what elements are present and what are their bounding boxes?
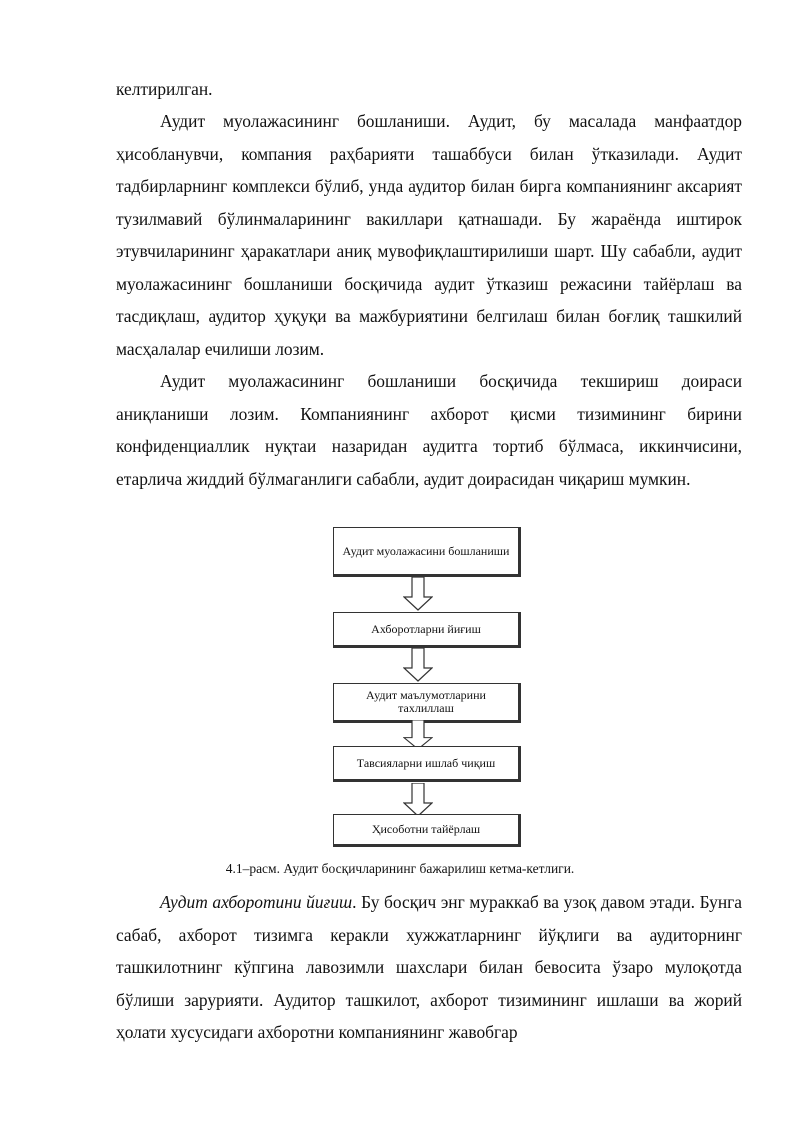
paragraph-info-gathering	[116, 886, 742, 1049]
paragraph-continuation: келтирилган.	[116, 79, 213, 99]
flow-step-4: Тавсияларни ишлаб чиқиш	[333, 746, 521, 782]
section-heading-italic: Аудит ахборотини йиғиш	[160, 892, 353, 912]
flow-step-2: Ахборотларни йиғиш	[333, 612, 521, 648]
paragraph-audit-scope: Аудит муолажасининг бошланиши босқичида текшириш доираси аниқланиши лозим. Компаниянинг ахборот қисми тизимининг бирини конфиденциаллик нуқтаи назаридан аудитга тортиб бўлмаса, иккинчисини, етарлича жиддий бўлмаганлиги сабабли, аудит доирасидан чиқариш мумкин.	[116, 371, 742, 489]
down-arrow-icon	[403, 648, 433, 682]
flow-step-1: Аудит муолажасини бошланиши	[333, 527, 521, 577]
paragraph-info-gathering-text: . Бу босқич энг мураккаб ва узоқ давом этади. Бунга сабаб, ахборот тизимга керакли хужжатларнинг йўқлиги ва аудиторнинг ташкилотнинг кўпгина лавозимли шахслари билан бевосита ўзаро мулоқотда бўлиши зарурияти. Аудитор ташкилот, ахборот тизимининг ишлаши ва жорий ҳолати хусусидаги ахборотни компаниянинг жавобгар	[116, 892, 742, 1042]
paragraph-audit-start: Аудит муолажасининг бошланиши. Аудит, бу масалада манфаатдор ҳисобланувчи, компания раҳбарияти ташаббуси билан ўтказилади. Аудит тадбирларнинг комплекси бўлиб, унда аудитор билан бирга компаниянинг аксарият тузилмавий бўлинмаларининг вакиллари қатнашади. Бу жараёнда иштирок этувчиларининг ҳаракатлари аниқ мувофиқлаштирилиши шарт. Шу сабабли, аудит муолажасининг бошланиши босқичида аудит ўтказиш режасини тайёрлаш ва тасдиқлаш, аудитор ҳуқуқи ва мажбуриятини белгилаш билан боғлиқ ташкилий масҳалалар ечилиши лозим.	[116, 111, 742, 359]
flow-step-5: Ҳисоботни тайёрлаш	[333, 814, 521, 847]
figure-caption: 4.1–расм. Аудит босқичларининг бажарилиш кетма-кетлиги.	[225, 861, 575, 876]
flow-step-3: Аудит маълумотларини тахлиллаш	[333, 683, 521, 723]
audit-stages-flowchart	[330, 527, 522, 847]
down-arrow-icon	[403, 577, 433, 611]
down-arrow-icon	[403, 783, 433, 817]
